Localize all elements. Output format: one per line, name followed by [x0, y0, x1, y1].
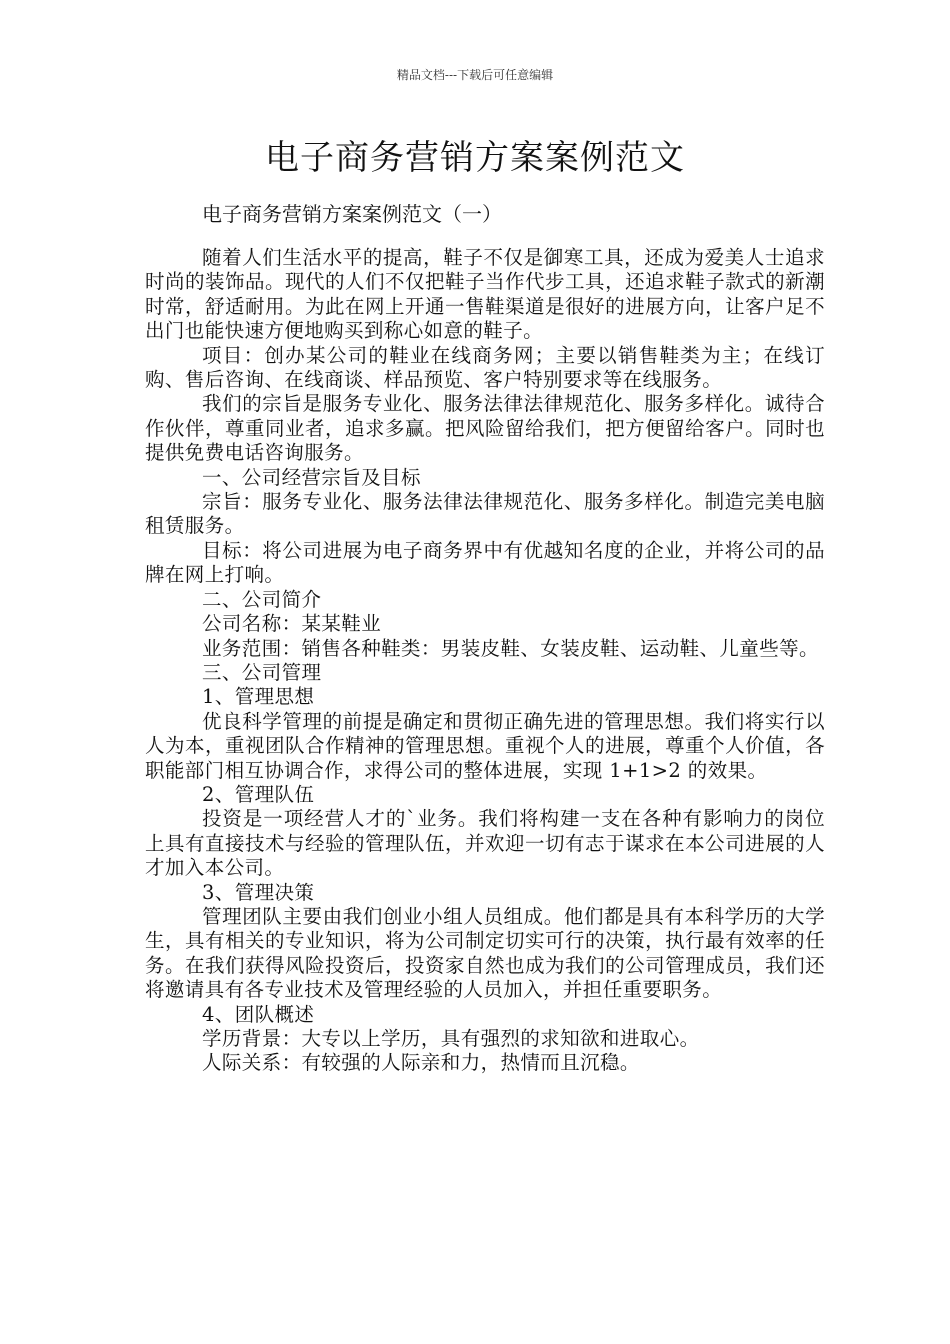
document-body — [145, 246, 825, 1076]
paragraph-management-team: 投资是一项经营人才的`业务。我们将构建一支在各种有影响力的岗位上具有直接技术与经验的管理队伍，并欢迎一切有志于谋求在本公司进展的人才加入本公司。 — [145, 807, 825, 880]
paragraph-management-decision: 管理团队主要由我们创业小组人员组成。他们都是具有本科学历的大学生，具有相关的专业知识，将为公司制定切实可行的决策，执行最有效率的任务。在我们获得风险投资后，投资家自然也成为我们的公司管理成员，我们还将邀请具有各专业技术及管理经验的人员加入，并担任重要职务。 — [145, 904, 825, 1002]
paragraph-business-scope: 业务范围：销售各种鞋类：男装皮鞋、女装皮鞋、运动鞋、儿童些等。 — [202, 636, 819, 660]
subsection-heading-1: 1、管理思想 — [202, 685, 315, 709]
section-heading-1: 一、公司经营宗旨及目标 — [202, 465, 421, 489]
paragraph-mission: 我们的宗旨是服务专业化、服务法律法律规范化、服务多样化。诚待合作伙伴，尊重同业者，追求多赢。把风险留给我们，把方便留给客户。同时也提供免费电话咨询服务。 — [145, 392, 825, 465]
paragraph-intro: 随着人们生活水平的提高，鞋子不仅是御寒工具，还成为爱美人士追求时尚的装饰品。现代的人们不仅把鞋子当作代步工具，还追求鞋子款式的新潮时常，舒适耐用。为此在网上开通一售鞋渠道是很好的进展方向，让客户足不出门也能快速方便地购买到称心如意的鞋子。 — [145, 246, 825, 343]
section-heading-3: 三、公司管理 — [202, 660, 322, 684]
paragraph-education-background: 学历背景：大专以上学历，具有强烈的求知欲和进取心。 — [202, 1027, 700, 1050]
document-subtitle: 电子商务营销方案案例范文（一） — [202, 202, 502, 226]
page-header: 精品文档---下载后可任意编辑 — [396, 68, 554, 82]
paragraph-goal: 目标：将公司进展为电子商务界中有优越知名度的企业，并将公司的品牌在网上打响。 — [145, 538, 825, 587]
paragraph-management-thought: 优良科学管理的前提是确定和贯彻正确先进的管理思想。我们将实行以人为本，重视团队合作精神的管理思想。重视个人的进展，尊重个人价值，各职能部门相互协调合作，求得公司的整体进展，实现 1+1>2 的效果。 — [145, 709, 825, 782]
paragraph-company-name: 公司名称：某某鞋业 — [202, 612, 382, 636]
subsection-heading-4: 4、团队概述 — [202, 1002, 315, 1026]
subsection-heading-2: 2、管理队伍 — [202, 782, 315, 806]
paragraph-project: 项目：创办某公司的鞋业在线商务网；主要以销售鞋类为主；在线订购、售后咨询、在线商谈、样品预览、客户特别要求等在线服务。 — [145, 343, 825, 392]
paragraph-interpersonal: 人际关系：有较强的人际亲和力，热情而且沉稳。 — [202, 1051, 640, 1075]
document-title: 电子商务营销方案案例范文 — [265, 138, 685, 178]
section-heading-2: 二、公司简介 — [202, 587, 322, 611]
paragraph-purpose: 宗旨：服务专业化、服务法律法律规范化、服务多样化。制造完美电脑租赁服务。 — [145, 490, 825, 538]
subsection-heading-3: 3、管理决策 — [202, 880, 315, 904]
